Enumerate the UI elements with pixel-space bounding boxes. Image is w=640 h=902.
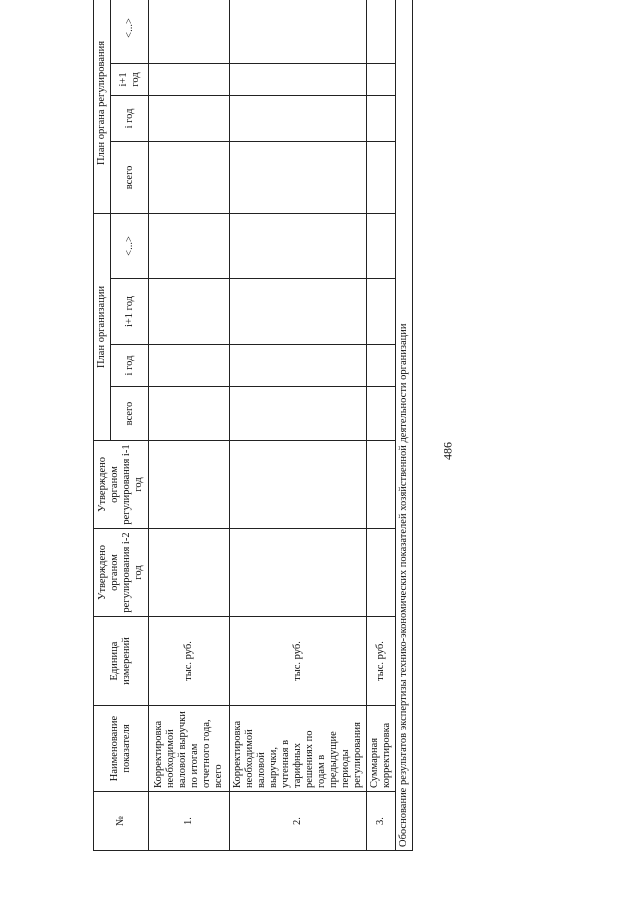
header-unit: Единица измерений — [94, 617, 149, 706]
header-org-ellipsis: <...> — [111, 213, 149, 278]
row-num: 3. — [367, 792, 396, 851]
header-org-total: всего — [111, 387, 149, 441]
rotated-table-container — [93, 18, 409, 851]
header-approved-i1: Утверждено органом регулирования i-1 год — [94, 441, 149, 529]
header-org-year-i1: i+1 год — [111, 279, 149, 345]
row-num: 1. — [149, 792, 230, 851]
header-org-plan: План организации — [94, 213, 111, 440]
row-num: 2. — [230, 792, 367, 851]
header-reg-plan: План органа регулирования — [94, 0, 111, 213]
row-unit: тыс. руб. — [367, 617, 396, 706]
table-row — [367, 0, 396, 851]
row-unit: тыс. руб. — [149, 617, 230, 706]
row-name: Корректировка необходимой валовой выручки по итогам отчетного года, всего — [149, 706, 230, 792]
header-num: № — [94, 792, 149, 851]
header-reg-total: всего — [111, 141, 149, 213]
table-row — [230, 0, 367, 851]
row-name: Корректировка необходимой валовой выручки, учтенная в тарифных решениях по годам в предыдущие периоды регулирования — [230, 706, 367, 792]
header-name: Наименование показателя — [94, 706, 149, 792]
header-reg-year-i: i год — [111, 95, 149, 141]
header-reg-year-i1: i+1 год — [111, 63, 149, 95]
page-number: 486 — [440, 442, 455, 460]
table-row — [149, 0, 230, 851]
correction-table — [93, 0, 413, 851]
footer-justification: Обоснование результатов экспертизы технико-экономических показателей хозяйственной деятельности организации — [396, 0, 413, 851]
row-name: Суммарная корректировка — [367, 706, 396, 792]
row-unit: тыс. руб. — [230, 617, 367, 706]
header-org-year-i: i год — [111, 345, 149, 387]
header-approved-i2: Утверждено органом регулирования i-2 год — [94, 529, 149, 617]
header-reg-ellipsis: <...> — [111, 0, 149, 63]
